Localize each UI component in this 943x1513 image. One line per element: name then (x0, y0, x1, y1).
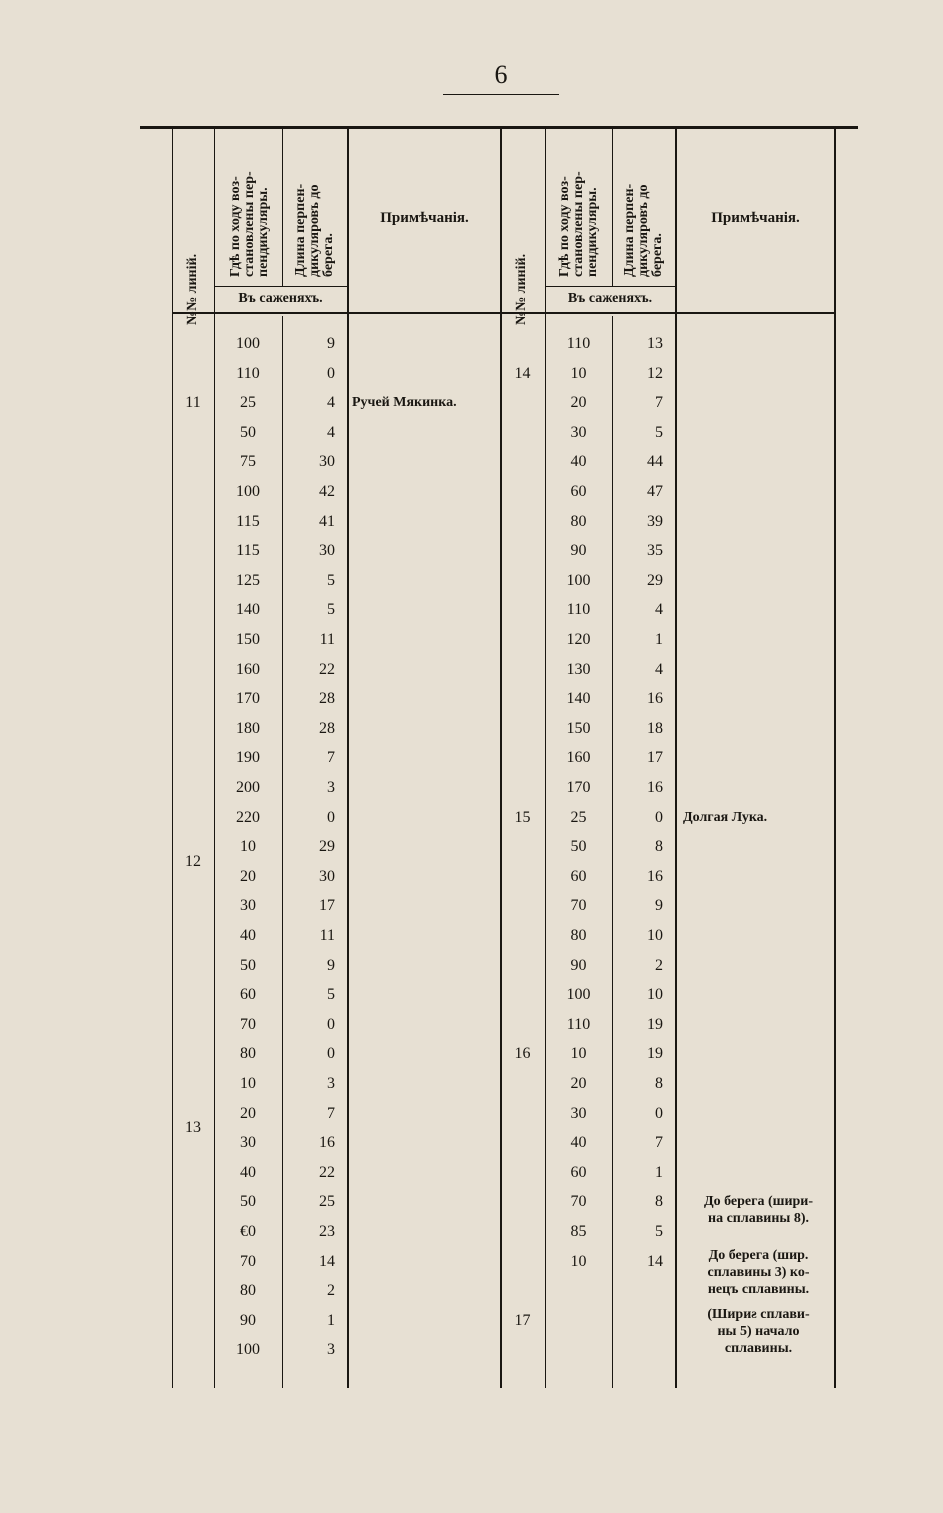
distance-cell: 60 (240, 986, 256, 1004)
distance-cell: 50 (570, 838, 587, 856)
length-cell: 11 (319, 631, 335, 648)
distance-cell: 150 (566, 719, 591, 737)
col-rule (675, 128, 677, 1388)
distance-cell: 110 (566, 601, 591, 619)
distance-cell: 75 (240, 453, 256, 471)
distance-cell: 100 (236, 483, 260, 500)
page-number-rule (443, 94, 559, 95)
length-cell: 35 (647, 542, 663, 560)
length-cell: 1 (655, 631, 663, 648)
length-cell: 44 (647, 453, 663, 471)
distance-cell: 115 (236, 542, 260, 560)
header-notes-right: Примѣчанія. (711, 210, 800, 226)
header-line-no-left: №№ линій. (185, 253, 200, 325)
length-cell: 7 (655, 394, 663, 412)
length-cell: 5 (655, 1223, 663, 1240)
distance-cell: 25 (240, 394, 256, 412)
distance-cell: 60 (570, 483, 587, 500)
length-cell: 28 (319, 719, 335, 737)
length-cell: 0 (655, 1104, 663, 1122)
length-cell: 14 (647, 1252, 663, 1270)
distance-cell: 125 (236, 571, 260, 589)
distance-cell: 60 (570, 1163, 587, 1181)
header-units-right: Въ саженяхъ. (567, 291, 653, 306)
table-top-rule (140, 126, 858, 129)
col-rule (834, 128, 836, 1388)
length-cell: 19 (647, 1015, 663, 1033)
length-cell: 16 (319, 1134, 335, 1152)
length-cell: 11 (319, 927, 335, 944)
note-text: Ручей Мякинка. (352, 395, 457, 411)
col-rule (172, 128, 173, 1388)
page-number: 6 (494, 60, 508, 89)
table-header-rule (172, 312, 834, 314)
line-number: 12 (185, 853, 201, 870)
distance-cell: 170 (236, 690, 260, 708)
length-cell: 16 (647, 779, 663, 796)
distance-cell: 40 (240, 1163, 256, 1181)
length-cell: 5 (655, 423, 663, 441)
length-cell: 4 (327, 423, 335, 441)
length-cell: 39 (647, 512, 663, 530)
length-cell: 18 (647, 719, 663, 737)
distance-cell: 25 (570, 808, 587, 826)
length-cell: 2 (327, 1282, 335, 1300)
length-cell: 7 (655, 1134, 663, 1152)
distance-cell: 90 (570, 956, 587, 974)
distance-cell: 110 (236, 364, 260, 382)
length-cell: 1 (327, 1311, 335, 1329)
length-cell: 2 (655, 956, 663, 974)
length-cell: 4 (655, 660, 663, 678)
distance-cell: 100 (236, 335, 260, 352)
distance-cell: 120 (566, 631, 591, 648)
distance-cell: 110 (566, 335, 591, 352)
length-cell: 0 (655, 808, 663, 826)
header-where-left: Гдѣ по ходу воз- становлены пер- пендикуляры. (228, 171, 271, 277)
length-cell: 28 (319, 690, 335, 708)
length-cell: 0 (327, 808, 335, 826)
length-cell: 8 (655, 838, 663, 856)
length-cell: 8 (655, 1193, 663, 1211)
length-cell: 47 (647, 483, 663, 500)
line-number: 14 (514, 364, 531, 382)
header-units-left: Въ саженяхъ. (238, 291, 323, 306)
distance-cell: 10 (570, 1045, 587, 1063)
distance-cell: 100 (566, 986, 591, 1004)
distance-cell: 140 (236, 601, 260, 619)
distance-cell: 80 (570, 512, 587, 530)
distance-cell: 20 (570, 394, 587, 412)
header-length-right: Длина перпен- дикуляровъ до берега. (622, 183, 665, 277)
length-cell: 3 (327, 1075, 335, 1092)
distance-cell: 20 (570, 1075, 587, 1092)
length-cell: 30 (319, 542, 335, 560)
distance-cell: 40 (570, 453, 587, 471)
distance-cell: 10 (240, 1075, 256, 1092)
distance-cell: 110 (566, 1015, 591, 1033)
length-cell: 25 (319, 1193, 335, 1211)
length-cell: 5 (327, 986, 335, 1004)
distance-cell: 70 (240, 1015, 256, 1033)
distance-cell: 80 (240, 1282, 256, 1300)
distance-cell: €0 (240, 1223, 256, 1240)
distance-cell: 160 (236, 660, 260, 678)
distance-cell: 10 (570, 364, 587, 382)
distance-cell: 130 (566, 660, 591, 678)
length-cell: 41 (319, 512, 335, 530)
distance-cell: 140 (566, 690, 591, 708)
length-cell: 3 (327, 1341, 335, 1359)
note-text: До берега (шир. сплавины 3) ко- нецъ сплавины. (707, 1247, 810, 1297)
length-cell: 10 (647, 986, 663, 1004)
distance-cell: 190 (236, 749, 260, 767)
distance-cell: 20 (240, 1104, 256, 1122)
length-cell: 4 (327, 394, 335, 412)
length-cell: 23 (319, 1223, 335, 1240)
length-cell: 0 (327, 364, 335, 382)
distance-cell: 70 (570, 897, 587, 915)
length-cell: 9 (655, 897, 663, 915)
length-cell: 17 (647, 749, 663, 767)
distance-cell: 115 (236, 512, 260, 530)
distance-cell: 50 (240, 423, 256, 441)
line-number: 17 (514, 1311, 531, 1329)
distance-cell: 80 (570, 927, 587, 944)
distance-cell: 60 (570, 867, 587, 885)
distance-cell: 90 (570, 542, 587, 560)
length-cell: 22 (319, 1163, 335, 1181)
distance-cell: 70 (570, 1193, 587, 1211)
distance-cell: 20 (240, 867, 256, 885)
length-cell: 16 (647, 690, 663, 708)
note-text: До берега (шири- на сплавины 8). (703, 1194, 814, 1227)
distance-cell: 220 (236, 808, 260, 826)
length-cell: 14 (319, 1252, 335, 1270)
length-cell: 29 (319, 838, 335, 856)
length-cell: 42 (319, 483, 335, 500)
distance-cell: 200 (236, 779, 260, 796)
distance-cell: 160 (566, 749, 591, 767)
length-cell: 4 (655, 601, 663, 619)
distance-cell: 70 (240, 1252, 256, 1270)
distance-cell: 170 (566, 779, 591, 796)
col-rule (500, 128, 502, 1388)
length-cell: 5 (327, 601, 335, 619)
length-cell: 13 (647, 335, 663, 352)
length-cell: 29 (647, 571, 663, 589)
length-cell: 0 (327, 1015, 335, 1033)
col-rule (282, 128, 283, 286)
distance-cell: 100 (566, 571, 591, 589)
distance-cell: 30 (570, 423, 587, 441)
note-text: Долгая Лука. (683, 809, 768, 825)
note-text: (Шириƨ сплави- ны 5) начало сплавины. (707, 1306, 810, 1356)
header-where-right: Гдѣ по ходу воз- становлены пер- пендикуляры. (557, 171, 600, 277)
length-cell: 5 (327, 571, 335, 589)
col-rule (347, 128, 349, 1388)
distance-cell: 180 (236, 719, 260, 737)
distance-cell: 30 (570, 1104, 587, 1122)
length-cell: 9 (327, 956, 335, 974)
distance-cell: 10 (570, 1252, 587, 1270)
length-cell: 9 (327, 335, 335, 352)
distance-cell: 40 (240, 927, 256, 944)
length-cell: 16 (647, 867, 663, 885)
distance-cell: 10 (240, 838, 256, 856)
length-cell: 0 (327, 1045, 335, 1063)
distance-cell: 80 (240, 1045, 256, 1063)
distance-cell: 50 (240, 1193, 256, 1211)
right-units-rule (545, 286, 675, 287)
line-number: 16 (514, 1045, 531, 1063)
col-rule (612, 128, 613, 286)
length-cell: 17 (319, 897, 335, 915)
distance-cell: 30 (240, 1134, 256, 1152)
length-cell: 1 (655, 1163, 663, 1181)
header-length-left: Длина перпен- дикуляровъ до берега. (293, 183, 336, 277)
length-cell: 7 (327, 1104, 335, 1122)
line-number: 13 (185, 1119, 201, 1137)
header-line-no-right: №№ линій. (514, 253, 529, 325)
left-units-rule (214, 286, 347, 287)
length-cell: 30 (319, 867, 335, 885)
distance-cell: 150 (236, 631, 260, 648)
line-number: 11 (185, 394, 201, 412)
length-cell: 10 (647, 927, 663, 944)
distance-cell: 40 (570, 1134, 587, 1152)
distance-cell: 30 (240, 897, 256, 915)
length-cell: 30 (319, 453, 335, 471)
length-cell: 12 (647, 364, 663, 382)
length-cell: 7 (327, 749, 335, 767)
distance-cell: 85 (570, 1223, 587, 1240)
length-cell: 3 (327, 779, 335, 796)
distance-cell: 90 (240, 1311, 256, 1329)
line-number: 15 (514, 808, 531, 826)
length-cell: 19 (647, 1045, 663, 1063)
length-cell: 22 (319, 660, 335, 678)
distance-cell: 50 (240, 956, 256, 974)
distance-cell: 100 (236, 1341, 260, 1359)
length-cell: 8 (655, 1075, 663, 1092)
header-notes-left: Примѣчанія. (380, 210, 469, 226)
